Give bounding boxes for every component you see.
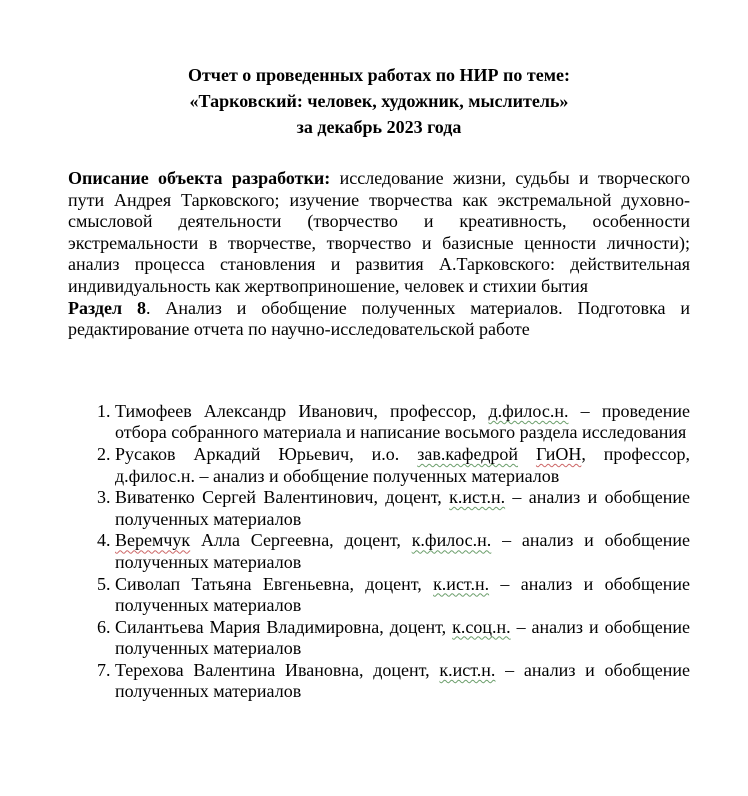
spellcheck-flagged-text: к.филос.н. xyxy=(411,530,492,551)
participant-item xyxy=(115,574,690,617)
description-body: исследование жизни, судьбы и творческого пути Андрея Тарковского; изучение творчества как экстремальной духовно-смысловой деятельности (творчество и креативность, особенности экстремальности в творчестве, творчество и базисные ценности личности); анализ процесса становления и развития А.Тарковского: действительная индивидуальность как жертвоприношение, человек и стихии бытия xyxy=(68,168,690,296)
report-title-line: Отчет о проведенных работах по НИР по теме: xyxy=(187,65,571,85)
participant-text: Силантьева Мария Владимировна, доцент, xyxy=(115,616,453,637)
participant-text: – анализ и обобщение полученных материалов xyxy=(115,659,690,702)
participants-list xyxy=(68,401,690,703)
participant-text: Сиволап Татьяна Евгеньевна, доцент, xyxy=(115,573,434,594)
description-paragraph xyxy=(68,168,690,298)
participant-text: – анализ и обобщение полученных материалов xyxy=(115,573,690,616)
participant-item xyxy=(115,487,690,530)
participant-item xyxy=(115,444,690,487)
spellcheck-flagged-text: д.филос.н. xyxy=(488,400,569,421)
participant-text: – анализ и обобщение полученных материалов xyxy=(115,616,690,659)
spellcheck-flagged-text: к.ист.н. xyxy=(449,487,506,508)
report-title xyxy=(68,62,690,140)
participant-text: – анализ и обобщение полученных материалов xyxy=(115,530,690,572)
section-paragraph xyxy=(68,298,690,341)
spellcheck-flagged-text: к.соц.н. xyxy=(452,616,511,637)
participant-text: Алла Сергеевна, доцент, xyxy=(190,530,412,551)
spellcheck-flagged-text: Веремчук xyxy=(115,530,191,551)
report-title-line: за декабрь 2023 года xyxy=(296,117,462,137)
report-title-line: «Тарковский: человек, художник, мыслитель» xyxy=(189,91,569,111)
spellcheck-flagged-text: к.ист.н. xyxy=(433,573,490,594)
participant-text: – анализ и обобщение полученных материалов xyxy=(115,487,690,529)
spellcheck-flagged-text: к.ист.н. xyxy=(439,659,496,680)
participant-text: Виватенко Сергей Валентинович, доцент, xyxy=(115,487,450,508)
section-lead: Раздел 8 xyxy=(68,297,146,318)
spellcheck-flagged-text: зав.кафедрой xyxy=(417,443,519,464)
participant-item xyxy=(115,617,690,660)
participant-text: Терехова Валентина Ивановна, доцент, xyxy=(115,659,440,680)
participant-text: , профессор, д.филос.н. – анализ и обобщение полученных материалов xyxy=(115,443,690,486)
description-lead: Описание объекта разработки: xyxy=(68,168,331,188)
participant-text: – проведение отбора собранного материала и написание восьмого раздела исследования xyxy=(115,400,690,443)
participant-item xyxy=(115,530,690,573)
participant-item xyxy=(115,660,690,703)
section-body: . Анализ и обобщение полученных материалов. Подготовка и редактирование отчета по научно-исследовательской работе xyxy=(68,297,690,340)
spellcheck-flagged-text: ГиОН xyxy=(535,443,582,464)
participant-text: Русаков Аркадий Юрьевич, и.о. xyxy=(115,443,418,464)
participant-text xyxy=(518,444,536,464)
participant-text: Тимофеев Александр Иванович, профессор, xyxy=(115,400,489,421)
participant-item xyxy=(115,401,690,444)
